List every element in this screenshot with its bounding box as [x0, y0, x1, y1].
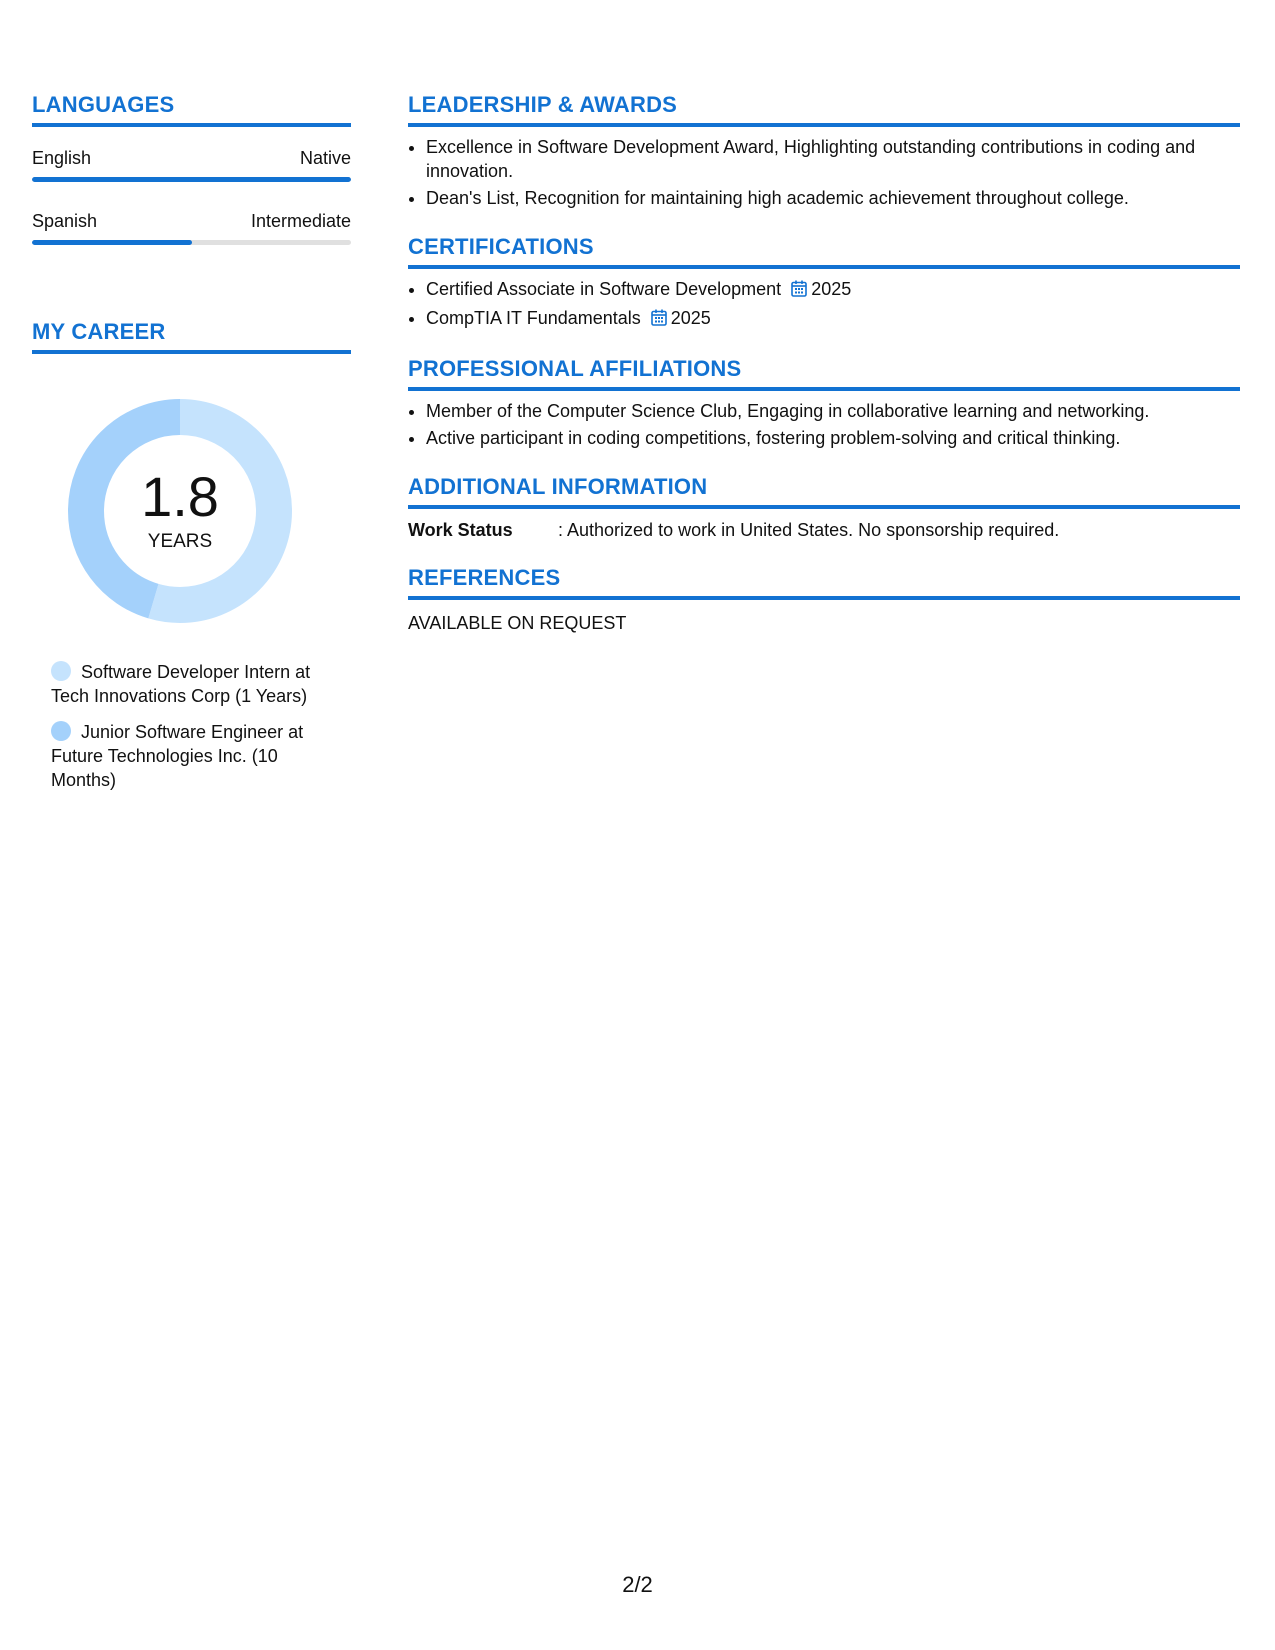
certifications-list — [408, 277, 1240, 332]
certification-year: 2025 — [670, 308, 711, 328]
work-status-row — [408, 519, 1240, 541]
list-item: • Member of the Computer Science Club, Engaging in collaborative learning and networking. — [426, 399, 1240, 423]
certifications-title: CERTIFICATIONS — [408, 234, 1240, 269]
list-item: • Active participant in coding competitions, fostering problem-solving and critical thinking. — [426, 426, 1240, 450]
leadership-list — [408, 135, 1240, 210]
work-status-value: : Authorized to work in United States. No sponsorship required. — [558, 520, 1060, 540]
list-item — [426, 306, 1240, 332]
legend-label: Junior Software Engineer at Future Technologies Inc. (10 Months) — [51, 722, 304, 790]
certification-year: 2025 — [811, 279, 852, 299]
language-level: Intermediate — [250, 211, 351, 231]
legend-dot — [51, 661, 71, 681]
calendar-icon — [651, 308, 667, 332]
references-section — [408, 565, 1240, 634]
language-proficiency-fill — [32, 177, 351, 182]
career-legend-item — [51, 720, 336, 792]
list-item: • Excellence in Software Development Award, Highlighting outstanding contributions in coding and innovation. — [426, 135, 1240, 183]
language-item-english — [32, 147, 351, 182]
career-donut-chart — [67, 398, 293, 624]
page-number: 2/2 — [622, 1572, 653, 1597]
career-section — [32, 319, 351, 792]
language-name: English — [32, 148, 92, 168]
language-level: Native — [299, 148, 351, 168]
languages-section — [32, 92, 351, 245]
career-total-unit: YEARS — [147, 531, 213, 552]
certification-name: CompTIA IT Fundamentals — [426, 308, 641, 328]
language-proficiency-fill — [32, 240, 192, 245]
work-status-label: Work Status — [408, 520, 513, 540]
languages-title: LANGUAGES — [32, 92, 351, 127]
additional-info-section — [408, 474, 1240, 541]
leadership-title: LEADERSHIP & AWARDS — [408, 92, 1240, 127]
right-column — [408, 92, 1240, 634]
legend-dot — [51, 721, 71, 741]
affiliations-section — [408, 356, 1240, 450]
legend-label: Software Developer Intern at Tech Innovations Corp (1 Years) — [51, 662, 311, 706]
language-item-spanish — [32, 210, 351, 245]
language-proficiency-bar — [32, 240, 351, 245]
additional-info-title: ADDITIONAL INFORMATION — [408, 474, 1240, 509]
language-proficiency-bar — [32, 177, 351, 182]
language-name: Spanish — [32, 211, 98, 231]
references-text: AVAILABLE ON REQUEST — [408, 613, 627, 633]
career-title: MY CAREER — [32, 319, 351, 354]
career-total-value: 1.8 — [141, 465, 219, 528]
leadership-section — [408, 92, 1240, 210]
affiliations-list — [408, 399, 1240, 450]
career-legend — [51, 660, 336, 792]
certification-name: Certified Associate in Software Development — [426, 279, 782, 299]
calendar-icon — [791, 279, 807, 303]
left-column — [32, 92, 351, 792]
certifications-section — [408, 234, 1240, 332]
career-legend-item — [51, 660, 336, 708]
list-item: • Dean's List, Recognition for maintaining high academic achievement throughout college. — [426, 186, 1240, 210]
affiliations-title: PROFESSIONAL AFFILIATIONS — [408, 356, 1240, 391]
list-item — [426, 277, 1240, 303]
references-title: REFERENCES — [408, 565, 1240, 600]
